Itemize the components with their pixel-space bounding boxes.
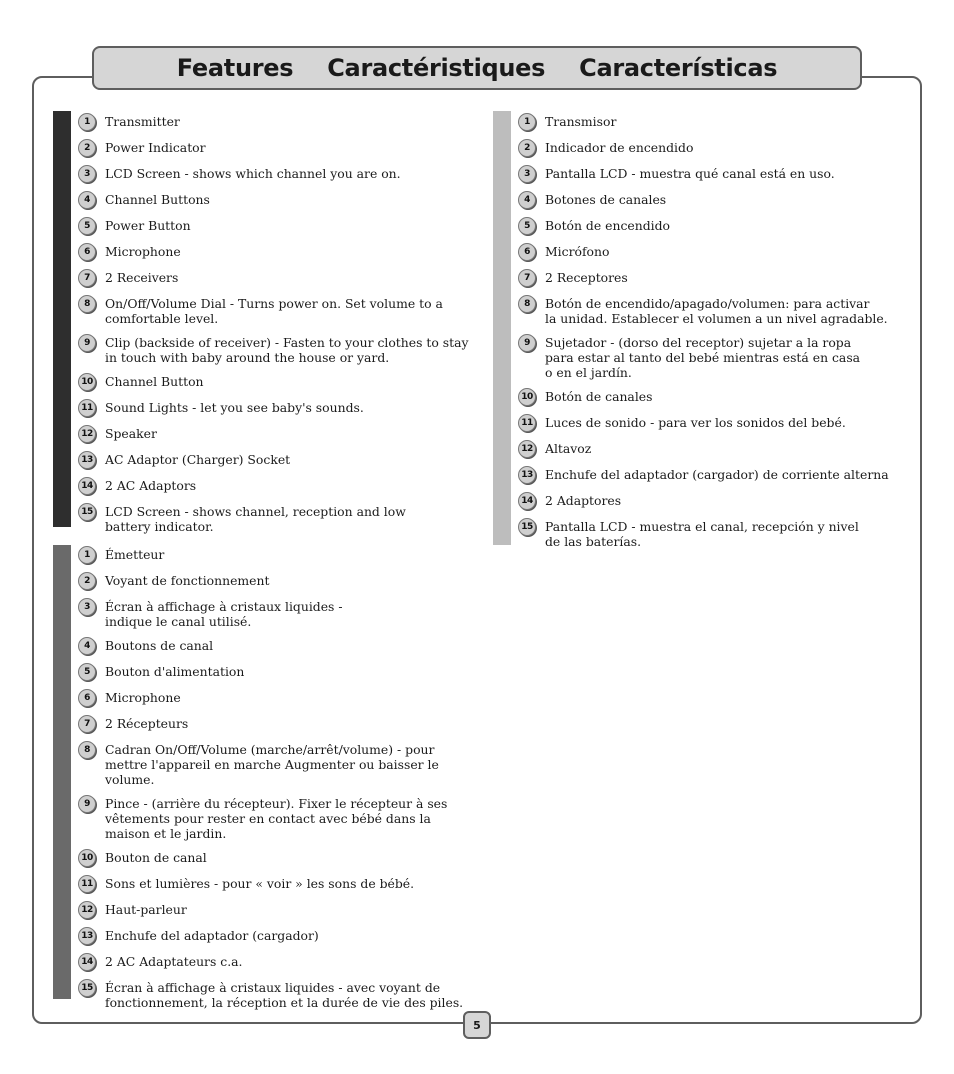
- english-feature-item: [78, 166, 488, 183]
- number-badge: 4: [78, 191, 96, 209]
- number-badge: 15: [78, 979, 96, 997]
- feature-text: 2 Adaptores: [545, 493, 622, 508]
- french-feature-item: [78, 573, 488, 590]
- feature-text: LCD Screen - shows which channel you are on.: [105, 166, 401, 181]
- feature-text: Émetteur: [105, 547, 165, 562]
- feature-text: Écran à affichage à cristaux liquides - avec voyant de fonctionnement, la réception et la durée de vie des piles.: [105, 980, 464, 1010]
- number-badge: 3: [78, 598, 96, 616]
- number-badge: 2: [78, 139, 96, 157]
- spanish-feature-item: [518, 296, 908, 326]
- feature-text: Microphone: [105, 244, 181, 259]
- spanish-feature-item: [518, 218, 908, 235]
- feature-text: Altavoz: [545, 441, 592, 456]
- title-french: Caractéristiques: [327, 54, 546, 82]
- feature-text: Bouton de canal: [105, 850, 207, 865]
- feature-text: Indicador de encendido: [545, 140, 694, 155]
- spanish-section-bar: [493, 111, 511, 545]
- feature-text: Luces de sonido - para ver los sonidos del bebé.: [545, 415, 846, 430]
- french-feature-item: [78, 928, 488, 945]
- number-badge: 12: [518, 440, 536, 458]
- feature-text: Botón de encendido: [545, 218, 670, 233]
- english-feature-item: [78, 296, 488, 326]
- title-english: Features: [176, 54, 294, 82]
- feature-text: Enchufe del adaptador (cargador): [105, 928, 319, 943]
- number-badge: 10: [78, 373, 96, 391]
- number-badge: 1: [78, 113, 96, 131]
- feature-text: Transmisor: [545, 114, 617, 129]
- french-feature-item: [78, 664, 488, 681]
- spanish-feature-item: [518, 389, 908, 406]
- french-feature-item: [78, 547, 488, 564]
- spanish-feature-item: [518, 270, 908, 287]
- feature-text: Voyant de fonctionnement: [105, 573, 270, 588]
- french-feature-item: [78, 850, 488, 867]
- feature-text: Micrófono: [545, 244, 610, 259]
- english-feature-item: [78, 400, 488, 417]
- number-badge: 11: [518, 414, 536, 432]
- feature-text: Pantalla LCD - muestra el canal, recepción y nivel de las baterías.: [545, 519, 859, 549]
- feature-text: LCD Screen - shows channel, reception and low battery indicator.: [105, 504, 406, 534]
- french-feature-item: [78, 902, 488, 919]
- number-badge: 7: [518, 269, 536, 287]
- feature-text: Sound Lights - let you see baby's sounds.: [105, 400, 364, 415]
- feature-text: 2 Receivers: [105, 270, 179, 285]
- number-badge: 3: [78, 165, 96, 183]
- english-section-bar: [53, 111, 71, 527]
- number-badge: 14: [78, 953, 96, 971]
- feature-text: 2 Récepteurs: [105, 716, 189, 731]
- english-feature-item: [78, 140, 488, 157]
- spanish-feature-list: [518, 114, 908, 558]
- number-badge: 14: [518, 492, 536, 510]
- french-feature-item: [78, 954, 488, 971]
- french-feature-item: [78, 742, 488, 787]
- english-feature-item: [78, 452, 488, 469]
- french-feature-item: [78, 690, 488, 707]
- number-badge: 2: [518, 139, 536, 157]
- feature-text: Transmitter: [105, 114, 180, 129]
- spanish-feature-item: [518, 441, 908, 458]
- french-feature-item: [78, 716, 488, 733]
- number-badge: 8: [78, 741, 96, 759]
- english-feature-item: [78, 114, 488, 131]
- number-badge: 7: [78, 269, 96, 287]
- english-feature-item: [78, 218, 488, 235]
- number-badge: 13: [78, 451, 96, 469]
- spanish-feature-item: [518, 467, 908, 484]
- number-badge: 10: [518, 388, 536, 406]
- feature-text: Botón de canales: [545, 389, 653, 404]
- french-feature-item: [78, 638, 488, 655]
- english-feature-item: [78, 192, 488, 209]
- feature-text: Boutons de canal: [105, 638, 214, 653]
- title-spanish: Características: [579, 54, 778, 82]
- feature-text: Power Indicator: [105, 140, 206, 155]
- number-badge: 15: [518, 518, 536, 536]
- feature-text: Microphone: [105, 690, 181, 705]
- number-badge: 6: [78, 243, 96, 261]
- english-feature-item: [78, 374, 488, 391]
- french-feature-item: [78, 980, 488, 1010]
- features-header: [92, 46, 862, 90]
- feature-text: Pantalla LCD - muestra qué canal está en uso.: [545, 166, 835, 181]
- number-badge: 12: [78, 425, 96, 443]
- number-badge: 9: [78, 334, 96, 352]
- feature-text: Channel Button: [105, 374, 204, 389]
- spanish-feature-item: [518, 415, 908, 432]
- number-badge: 12: [78, 901, 96, 919]
- number-badge: 5: [518, 217, 536, 235]
- number-badge: 13: [78, 927, 96, 945]
- french-section-bar: [53, 545, 71, 999]
- feature-text: On/Off/Volume Dial - Turns power on. Set volume to a comfortable level.: [105, 296, 443, 326]
- feature-text: Botones de canales: [545, 192, 667, 207]
- spanish-feature-item: [518, 335, 908, 380]
- feature-text: 2 Receptores: [545, 270, 628, 285]
- feature-text: Power Button: [105, 218, 191, 233]
- feature-text: Haut-parleur: [105, 902, 187, 917]
- spanish-feature-item: [518, 493, 908, 510]
- spanish-feature-item: [518, 140, 908, 157]
- feature-text: Bouton d'alimentation: [105, 664, 245, 679]
- number-badge: 2: [78, 572, 96, 590]
- spanish-feature-item: [518, 192, 908, 209]
- feature-text: Pince - (arrière du récepteur). Fixer le récepteur à ses vêtements pour rester en contact avec bébé dans la maison et le jardin.: [105, 796, 448, 841]
- number-badge: 1: [518, 113, 536, 131]
- feature-text: Écran à affichage à cristaux liquides - indique le canal utilisé.: [105, 599, 343, 629]
- feature-text: Clip (backside of receiver) - Fasten to your clothes to stay in touch with baby around the house or yard.: [105, 335, 469, 365]
- english-feature-item: [78, 478, 488, 495]
- french-feature-item: [78, 599, 488, 629]
- number-badge: 4: [78, 637, 96, 655]
- number-badge: 14: [78, 477, 96, 495]
- feature-text: Channel Buttons: [105, 192, 210, 207]
- feature-text: Cadran On/Off/Volume (marche/arrêt/volume) - pour mettre l'appareil en marche Augmenter ou baisser le volume.: [105, 742, 439, 787]
- number-badge: 8: [78, 295, 96, 313]
- number-badge: 9: [78, 795, 96, 813]
- number-badge: 8: [518, 295, 536, 313]
- spanish-feature-item: [518, 114, 908, 131]
- feature-text: Speaker: [105, 426, 157, 441]
- number-badge: 4: [518, 191, 536, 209]
- feature-text: Botón de encendido/apagado/volumen: para activar la unidad. Establecer el volumen a un nivel agradable.: [545, 296, 888, 326]
- feature-text: Enchufe del adaptador (cargador) de corriente alterna: [545, 467, 889, 482]
- english-feature-item: [78, 504, 488, 534]
- spanish-feature-item: [518, 244, 908, 261]
- english-feature-list: [78, 114, 488, 543]
- number-badge: 5: [78, 217, 96, 235]
- number-badge: 6: [518, 243, 536, 261]
- french-feature-item: [78, 876, 488, 893]
- feature-text: 2 AC Adaptors: [105, 478, 197, 493]
- number-badge: 1: [78, 546, 96, 564]
- feature-text: AC Adaptor (Charger) Socket: [105, 452, 291, 467]
- page-number: 5: [463, 1011, 491, 1039]
- spanish-feature-item: [518, 166, 908, 183]
- french-feature-item: [78, 796, 488, 841]
- number-badge: 5: [78, 663, 96, 681]
- english-feature-item: [78, 335, 488, 365]
- english-feature-item: [78, 244, 488, 261]
- number-badge: 10: [78, 849, 96, 867]
- number-badge: 7: [78, 715, 96, 733]
- number-badge: 6: [78, 689, 96, 707]
- feature-text: Sujetador - (dorso del receptor) sujetar a la ropa para estar al tanto del bebé mientras está en casa o en el jardín.: [545, 335, 861, 380]
- spanish-feature-item: [518, 519, 908, 549]
- number-badge: 3: [518, 165, 536, 183]
- number-badge: 11: [78, 875, 96, 893]
- number-badge: 11: [78, 399, 96, 417]
- french-feature-list: [78, 547, 488, 1019]
- number-badge: 13: [518, 466, 536, 484]
- number-badge: 9: [518, 334, 536, 352]
- english-feature-item: [78, 270, 488, 287]
- number-badge: 15: [78, 503, 96, 521]
- english-feature-item: [78, 426, 488, 443]
- feature-text: 2 AC Adaptateurs c.a.: [105, 954, 243, 969]
- feature-text: Sons et lumières - pour « voir » les sons de bébé.: [105, 876, 415, 891]
